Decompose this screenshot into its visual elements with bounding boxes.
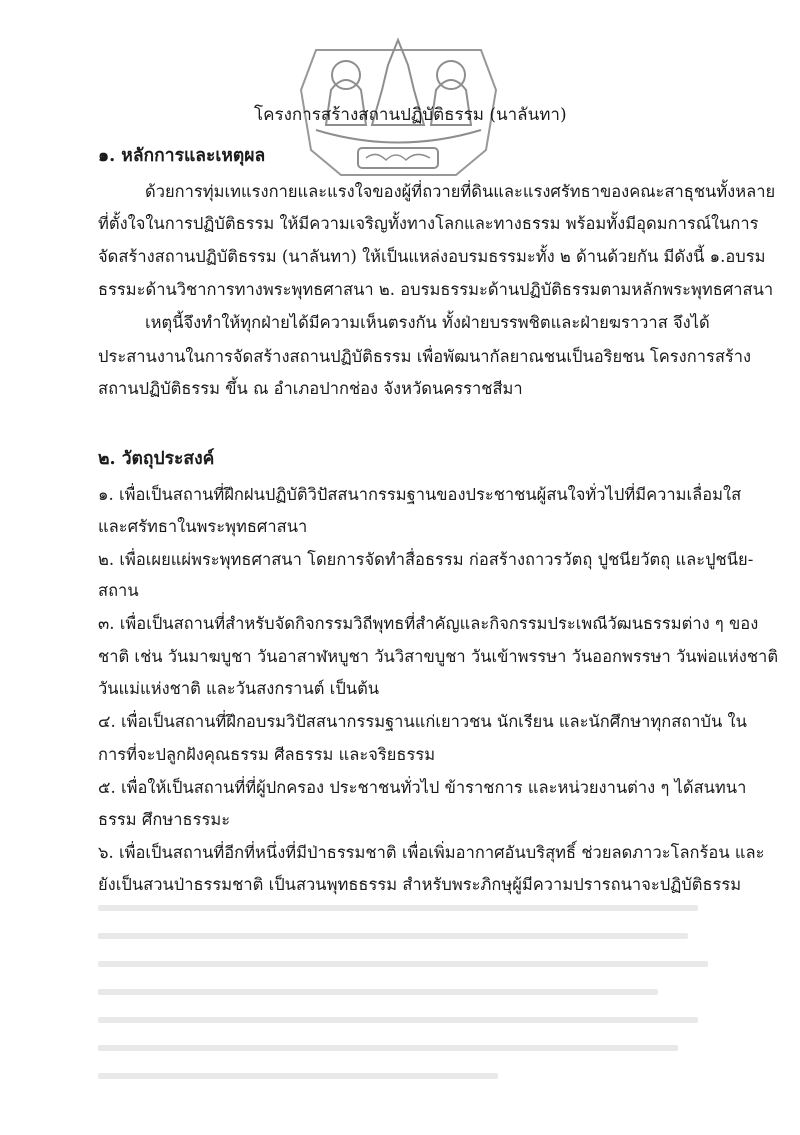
list-item-line: ยังเป็นสวนป่าธรรมชาติ เป็นสวนพุทธธรรม สำหรับพระภิกษุผู้มีความปรารถนาจะปฏิบัติธรรม bbox=[98, 875, 742, 894]
list-item-line: ชาติ เช่น วันมาฆบูชา วันอาสาฬหบูชา วันวิสาขบูชา วันเข้าพรรษา วันออกพรรษา วันพ่อแห่งชาติ bbox=[98, 647, 779, 666]
paragraph-line: ด้วยการทุ่มเทแรงกายและแรงใจของผู้ที่ถวายที่ดินและแรงศรัทธาของคณะสาธุชนทั้งหลาย bbox=[145, 182, 776, 201]
document-title: โครงการสร้างสถานปฏิบัติธรรม (นาลันทา) bbox=[254, 105, 567, 125]
list-item-line: ๑. เพื่อเป็นสถานที่ฝึกฝนปฏิบัติวิปัสสนากรรมฐานของประชาชนผู้สนใจทั่วไปที่มีความเลื่อมใส bbox=[98, 485, 742, 504]
paragraph-line: สถานปฏิบัติธรรม ขึ้น ณ อำเภอปากช่อง จังหวัดนครราชสีมา bbox=[98, 379, 523, 398]
list-item-line: สถาน bbox=[98, 581, 139, 600]
list-item-line: ธรรม ศึกษาธรรมะ bbox=[98, 810, 231, 829]
list-item-line: ๖. เพื่อเป็นสถานที่อีกที่หนึ่งที่มีป่าธรรมชาติ เพื่อเพิ่มอากาศอันบริสุทธิ์ ช่วยลดภาวะโลกร้อน และ bbox=[98, 843, 765, 862]
list-item-line: การที่จะปลูกฝังคุณธรรม ศีลธรรม และจริยธรรม bbox=[98, 745, 436, 764]
list-item-line: และศรัทธาในพระพุทธศาสนา bbox=[98, 517, 308, 536]
list-item-line: ๔. เพื่อเป็นสถานที่ฝึกอบรมวิปัสสนากรรมฐานแก่เยาวชน นักเรียน และนักศึกษาทุกสถาบัน ใน bbox=[98, 712, 747, 731]
list-item-line: วันแม่แห่งชาติ และวันสงกรานต์ เป็นต้น bbox=[98, 679, 380, 698]
paragraph-line: เหตุนี้จึงทำให้ทุกฝ่ายได้มีความเห็นตรงกัน ทั้งฝ่ายบรรพชิตและฝ่ายฆราวาส จึงได้ bbox=[145, 313, 710, 332]
list-item-line: ๓. เพื่อเป็นสถานที่สำหรับจัดกิจกรรมวิถีพุทธที่สำคัญและกิจกรรมประเพณีวัฒนธรรมต่าง ๆ ของ bbox=[98, 614, 759, 633]
paragraph-line: ธรรมะด้านวิชาการทางพระพุทธศาสนา ๒. อบรมธรรมะด้านปฏิบัติธรรมตามหลักพระพุทธศาสนา bbox=[98, 280, 774, 299]
section-heading: ๑. หลักการและเหตุผล bbox=[98, 146, 266, 166]
paragraph-line: ประสานงานในการจัดสร้างสถานปฏิบัติธรรม เพื่อพัฒนากัลยาณชนเป็นอริยชน โครงการสร้าง bbox=[98, 347, 752, 366]
bleed-through-text bbox=[98, 905, 713, 1135]
paragraph-line: จัดสร้างสถานปฏิบัติธรรม (นาลันทา) ให้เป็นแหล่งอบรมธรรมะทั้ง ๒ ด้านด้วยกัน มีดังนี้ ๑.อบรม bbox=[98, 247, 766, 266]
list-item-line: ๕. เพื่อให้เป็นสถานที่ที่ผู้ปกครอง ประชาชนทั่วไป ข้าราชการ และหน่วยงานต่าง ๆ ได้สนทนา bbox=[98, 778, 747, 797]
list-item-line: ๒. เพื่อเผยแผ่พระพุทธศาสนา โดยการจัดทำสื่อธรรม ก่อสร้างถาวรวัตถุ ปูชนียวัตถุ และปูชนีย- bbox=[98, 550, 754, 569]
paragraph-line: ที่ตั้งใจในการปฏิบัติธรรม ให้มีความเจริญทั้งทางโลกและทางธรรม พร้อมทั้งมีอุดมการณ์ในการ bbox=[98, 214, 759, 233]
section-heading: ๒. วัตถุประสงค์ bbox=[98, 449, 215, 469]
